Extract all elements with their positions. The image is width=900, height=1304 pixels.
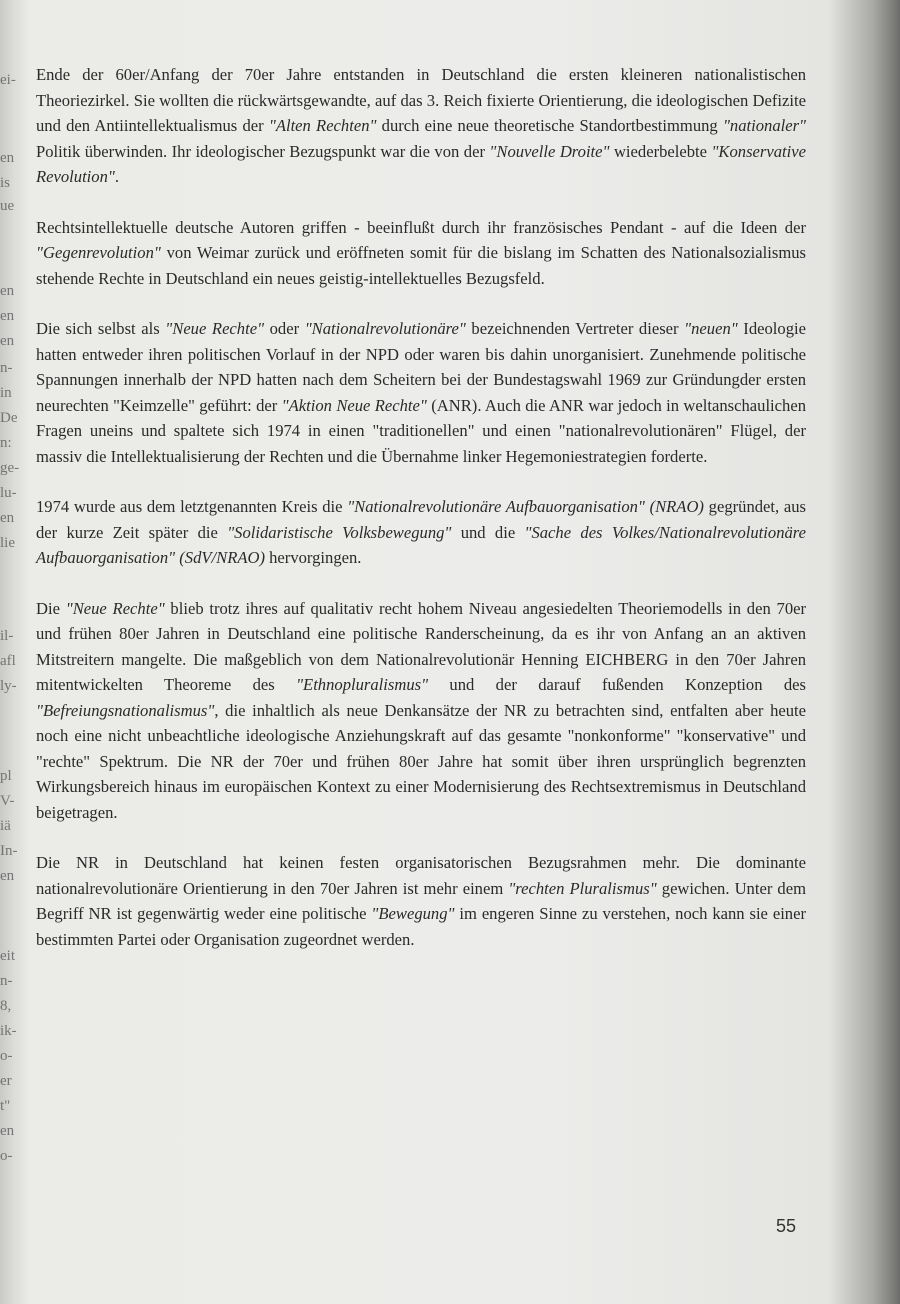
italic-term: "Bewegung": [371, 904, 455, 923]
italic-term: "Neue Rechte": [65, 598, 165, 618]
edge-fragment: o-: [0, 1148, 13, 1164]
italic-term: "rechten Pluralismus": [508, 878, 657, 898]
italic-term: "Ethnopluralismus": [296, 675, 429, 694]
edge-fragment: De: [0, 410, 18, 426]
page-number: 55: [776, 1216, 797, 1236]
edge-fragment: en: [0, 283, 15, 299]
italic-term: "Konservative Revolution": [36, 141, 806, 186]
edge-fragment: in: [0, 385, 12, 401]
text-run: Die NR in Deutschland hat keinen festen organisatorischen Bezugsrahmen mehr. Die dominante nationalrevolutionäre Orientierung in den 70er Jahren ist mehr einem: [36, 853, 806, 898]
edge-fragment: ei-: [0, 72, 16, 88]
paragraph: [36, 850, 806, 952]
italic-term: "Solidaristische Volksbewegung": [227, 522, 452, 542]
edge-fragment: en: [0, 150, 15, 166]
text-run: Die sich selbst als: [36, 319, 166, 338]
text-run: , die inhaltlich als neue Denkansätze der NR zu betrachten sind, entfalten aber heute noch eine nicht unbeachtliche ideologische Anziehungskraft auf das gesamte "nonkonforme" "konservative" und "rechte" Spektrum. Die NR der 70er und frühen 80er Jahre hat somit über ihren ursprünglich begrenzten Wirkungsbereich hinaus im europäischen Kontext zu einer Modernisierung des Rechtsextremismus in Deutschland beigetragen.: [36, 700, 806, 822]
text-run: 1974 wurde aus dem letztgenannten Kreis die: [36, 497, 348, 516]
text-run: oder: [264, 319, 305, 338]
edge-fragment: ue: [0, 198, 15, 214]
edge-fragment: en: [0, 308, 15, 324]
text-run: und die: [451, 522, 525, 542]
italic-term: "nationaler": [722, 116, 807, 135]
text-run: wiederbelebte: [609, 141, 712, 161]
text-run: Rechtsintellektuelle deutsche Autoren griffen - beeinflußt durch ihr französisches Pendant - auf die Ideen der: [36, 217, 806, 237]
edge-fragment: V-: [0, 793, 15, 809]
text-run: gegründet, aus der kurze Zeit später die: [36, 497, 806, 542]
italic-term: "Nationalrevolutionäre": [304, 319, 466, 338]
edge-fragment: ge-: [0, 460, 20, 476]
text-run: Politik überwinden. Ihr ideologischer Bezugspunkt war die von der: [36, 141, 490, 161]
italic-term: "Aktion Neue Rechte": [281, 395, 427, 415]
edge-fragment: ik-: [0, 1023, 17, 1039]
edge-fragment: ly-: [0, 678, 17, 694]
italic-term: "Neue Rechte": [165, 319, 265, 338]
edge-fragment: 8,: [0, 998, 12, 1014]
text-run: gewichen. Unter dem Begriff NR ist gegenwärtig weder eine politische: [36, 878, 806, 923]
italic-term: "Sache des Volkes/Nationalrevolutionäre Aufbauorganisation" (SdV/NRAO): [36, 522, 807, 567]
italic-term: "Nouvelle Droite": [489, 141, 610, 161]
edge-fragment: t": [0, 1098, 11, 1114]
facing-page-edge: [0, 0, 34, 1304]
edge-fragment: en: [0, 1123, 15, 1139]
edge-fragment: pl: [0, 768, 12, 784]
paragraph: [36, 62, 806, 190]
edge-fragment: n-: [0, 973, 13, 989]
edge-fragment: o-: [0, 1048, 13, 1064]
text-run: Ideologie hatten entweder ihren politischen Vorlauf in der NPD oder waren bis dahin unorganisiert. Zunehmende politische Spannungen innerhalb der NPD hatten nach dem Scheitern bei der Bundestagswahl 1969 zur Gründungder ersten neurechten "Keimzelle" geführt: der: [36, 319, 806, 415]
edge-fragment: er: [0, 1073, 12, 1089]
italic-term: "Gegenrevolution": [36, 243, 161, 262]
body-text: [36, 62, 806, 977]
paragraph: [36, 316, 806, 469]
edge-fragment: lie: [0, 535, 15, 551]
edge-fragment: n-: [0, 360, 13, 376]
text-run: .: [114, 167, 120, 186]
edge-fragment: afl: [0, 653, 16, 669]
text-run: hervorgingen.: [264, 548, 362, 567]
edge-fragment: en: [0, 510, 15, 526]
text-run: Die: [36, 598, 66, 618]
paragraph: [36, 494, 806, 571]
edge-fragment: lu-: [0, 485, 17, 501]
text-run: im engeren Sinne zu verstehen, noch kann sie einer bestimmten Partei oder Organisation zugeordnet werden.: [36, 904, 806, 949]
edge-fragment: In-: [0, 843, 18, 859]
italic-term: "Nationalrevolutionäre Aufbauorganisation" (NRAO): [347, 497, 704, 516]
edge-fragment: en: [0, 333, 15, 349]
text-run: Ende der 60er/Anfang der 70er Jahre entstanden in Deutschland die ersten kleineren nationalistischen Theoriezirkel. Sie wollten die rückwärtsgewandte, auf das 3. Reich fixierte Orientierung, die ideologischen Defizite und den Antiintellektualismus der: [36, 65, 806, 135]
edge-fragment: is: [0, 175, 11, 191]
text-run: (ANR). Auch die ANR war jedoch in weltanschaulichen Fragen uneins und spaltete sich 1974 in einen "traditionellen" und einen "nationalrevolutionären" Flügel, der massiv die Intellektualisierung der Rechten und die Übernahme linker Hegemoniestrategien forderte.: [36, 395, 806, 466]
edge-fragment: eit: [0, 948, 15, 964]
paragraph: [36, 215, 806, 292]
edge-fragment: iä: [0, 818, 11, 834]
italic-term: "Alten Rechten": [268, 116, 377, 135]
paragraph: [36, 596, 806, 826]
edge-fragment: en: [0, 868, 15, 884]
text-run: und der darauf fußenden Konzeption des: [428, 675, 806, 694]
text-run: blieb trotz ihres auf qualitativ recht hohem Niveau angesiedelten Theoriemodells in den 70er und frühen 80er Jahren in Deutschland eine politische Randerscheinung, da es ihr von Anfang an an aktiven Mitstreitern mangelte. Die maßgeblich von dem Nationalrevolutionär Henning EICHBERG in den 70er Jahren mitentwickelten Theoreme des: [36, 598, 807, 694]
italic-term: "neuen": [684, 319, 738, 338]
text-run: bezeichnenden Vertreter dieser: [465, 319, 685, 338]
edge-fragment: n:: [0, 435, 12, 451]
edge-fragment: il-: [0, 628, 14, 644]
text-run: von Weimar zurück und eröffneten somit für die bislang im Schatten des Nationalsozialismus stehende Rechte in Deutschland ein neues geistig-intellektuelles Bezugsfeld.: [36, 243, 806, 288]
text-run: durch eine neue theoretische Standortbestimmung: [376, 116, 723, 135]
italic-term: "Befreiungsnationalismus": [36, 700, 215, 720]
